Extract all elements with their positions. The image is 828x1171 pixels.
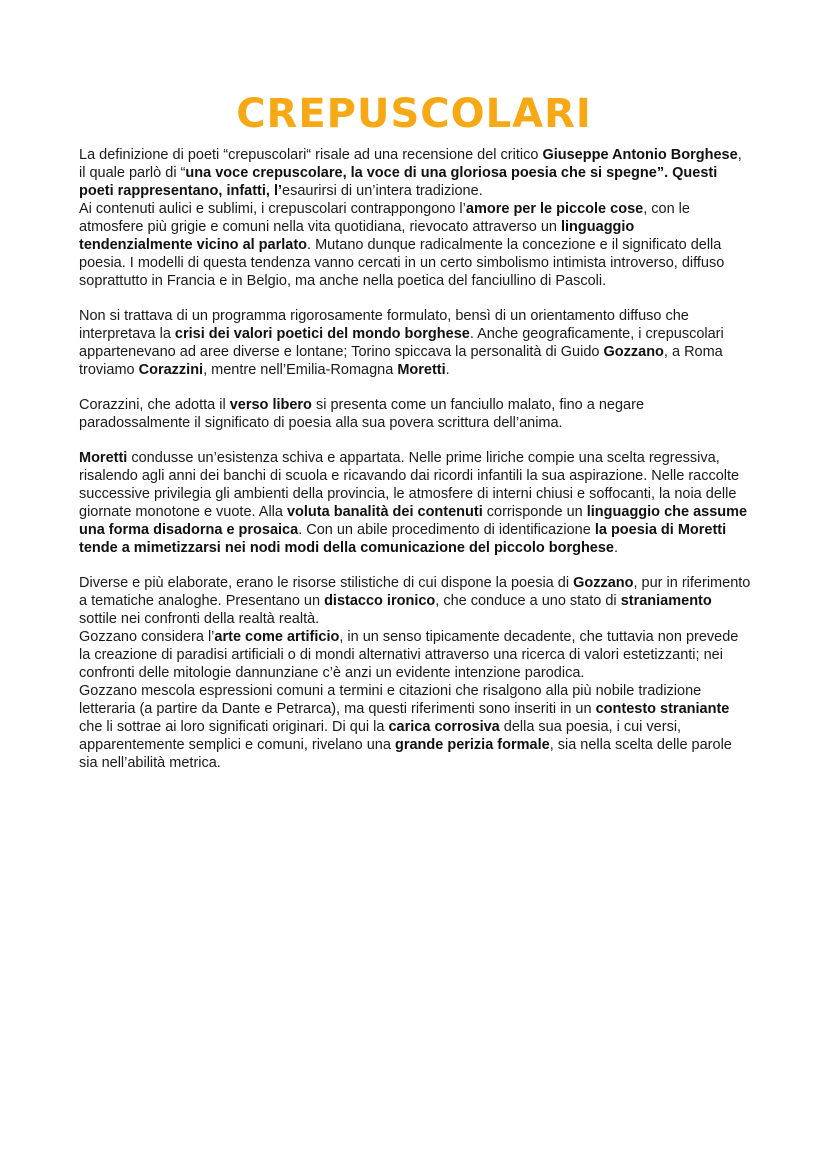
paragraph-gap [79,432,751,449]
bold-text: Moretti [397,362,446,378]
text-span: che li sottrae ai loro significati originari. Di qui la [79,719,389,735]
paragraph-program [79,307,751,379]
paragraph-gozzano [79,574,751,628]
bold-text: Giuseppe Antonio Borghese [542,147,738,163]
text-span: . [445,362,450,378]
text-span: Diverse e più elaborate, erano le risorse stilistiche di cui dispone la poesia di [79,575,574,591]
bold-text: la poesia di Moretti tende a mimetizzarsi nei nodi modi della comunicazione del piccolo borghese [79,522,727,556]
text-span: La definizione di poeti “crepuscolari“ risale ad una recensione del critico [79,147,543,163]
bold-text: linguaggio tendenzialmente vicino al parlato [79,219,635,253]
paragraph-moretti [79,449,751,557]
paragraph-gozzano-art [79,628,751,682]
bold-text: Gozzano [603,344,664,360]
paragraph-corazzini [79,396,751,432]
bold-text: distacco ironico [324,593,436,609]
text-span: , il quale parlò di “ [79,147,742,181]
text-span: della sua poesia, i cui versi, apparentemente semplici e comuni, rivelano una [79,719,682,753]
text-span: , sia nella scelta delle parole sia nell’abilità metrica. [79,737,732,771]
text-span: . Mutano dunque radicalmente la concezione e il significato della poesia. I modelli di questa tendenza vanno cercati in un certo simbolismo intimista introverso, diffuso soprattutto in Francia e in Belgio, ma anche nella poetica del fanciullino di Pascoli. [79,237,725,289]
paragraph-gap [79,290,751,307]
page-title: CREPUSCOLARI [236,91,592,137]
text-span: Ai contenuti aulici e sublimi, i crepuscolari contrappongono l’ [79,201,466,217]
paragraph-gozzano-style [79,682,751,772]
text-span: Non si trattava di un programma rigorosamente formulato, bensì di un orientamento diffuso che interpretava la [79,308,689,342]
bold-text: linguaggio che assume una forma disadorna e prosaica [79,504,748,538]
bold-text: carica corrosiva [388,719,500,735]
bold-text: amore per le piccole cose [465,201,644,217]
text-span: sottile nei confronti della realtà realtà. [79,611,320,627]
text-span: Gozzano mescola espressioni comuni a termini e citazioni che risalgono alla più nobile tradizione letteraria (a partire da Dante e Petrarca), ma questi riferimenti sono inseriti in un [79,683,702,717]
text-span: , in un senso tipicamente decadente, che tuttavia non prevede la creazione di paradisi artificiali o di mondi alternativi attraverso una ricerca di valori estetizzanti; nei confronti delle mitologie dannunziane c’è anzi un evidente intenzione parodica. [79,629,739,681]
text-span: condusse un’esistenza schiva e appartata. Nelle prime liriche compie una scelta regressiva, risalendo agli anni dei banchi di scuola e ricavando dai ricordi infantili la sua aspirazione. Nelle raccolte successive privilegia gli ambienti della provincia, le atmosfere di interni chiusi e soffocanti, la noia delle giornate monotone e vuote. Alla [79,450,740,520]
text-span: Corazzini, che adotta il [79,397,230,413]
bold-text: Gozzano [573,575,634,591]
paragraph-gap [79,379,751,396]
bold-text: Moretti [79,450,128,466]
bold-text: voluta banalità dei contenuti [286,504,483,520]
bold-text: straniamento [620,593,712,609]
document-body [79,146,751,772]
text-span: esaurirsi di un’intera tradizione. [282,183,483,199]
bold-text: arte come artificio [214,629,340,645]
text-span: , con le atmosfere più grigie e comuni nella vita quotidiana, rievocato attraverso un [79,201,690,235]
bold-text: Corazzini [138,362,204,378]
bold-text: una voce crepuscolare, la voce di una gloriosa poesia che si spegne”. Questi poeti rappresentano, infatti, l’ [79,165,718,199]
text-span: , che conduce a uno stato di [435,593,621,609]
bold-text: verso libero [229,397,312,413]
bold-text: crisi dei valori poetici del mondo borghese [174,326,470,342]
text-span: , a Roma troviamo [79,344,723,378]
bold-text: grande perizia formale [394,737,550,753]
text-span: corrisponde un [482,504,587,520]
text-span: Gozzano considera l’ [79,629,215,645]
text-span: si presenta come un fanciullo malato, fino a negare paradossalmente il significato di poesia alla sua povera scrittura dell’anima. [79,397,645,431]
bold-text: contesto straniante [595,701,730,717]
paragraph-gap [79,557,751,574]
paragraph-intro [79,146,751,200]
text-span: , pur in riferimento a tematiche analoghe. Presentano un [79,575,751,609]
text-span: . [614,540,619,556]
text-span: . Anche geograficamente, i crepuscolari appartenevano ad aree diverse e lontane; Torino spiccava la personalità di Guido [79,326,724,360]
text-span: , mentre nell’Emilia-Romagna [203,362,398,378]
text-span: . Con un abile procedimento di identificazione [298,522,595,538]
paragraph-contents [79,200,751,290]
